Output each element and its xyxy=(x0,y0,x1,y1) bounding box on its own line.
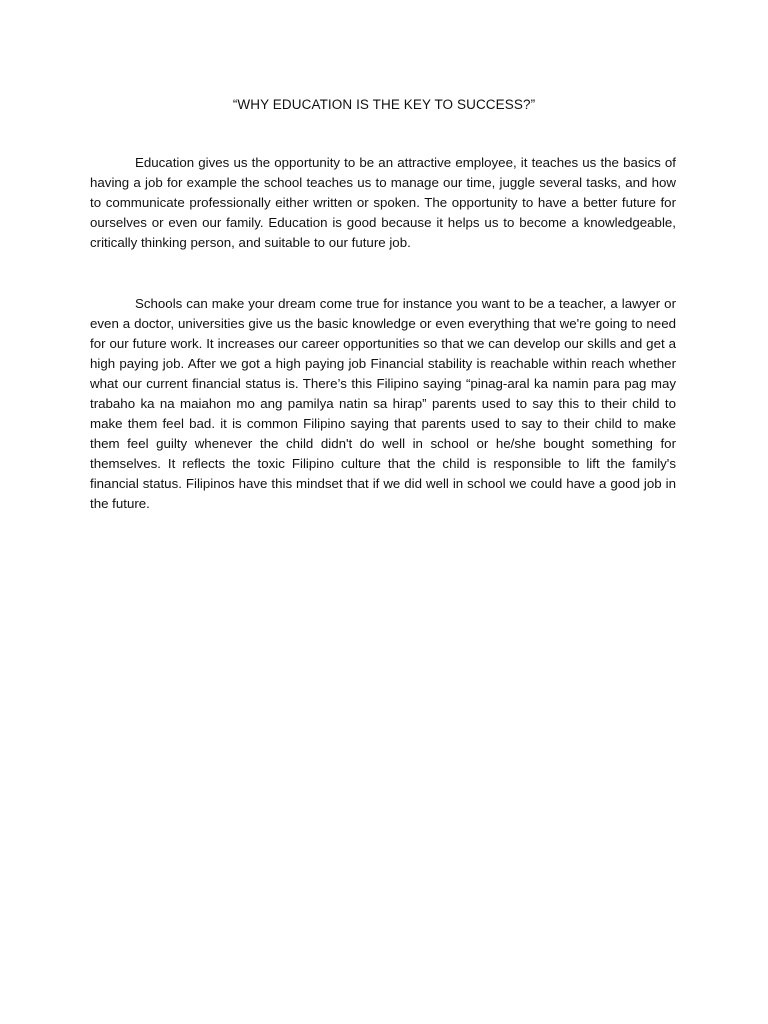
paragraph-1: Education gives us the opportunity to be an attractive employee, it teaches us the basics of having a job for example the school teaches us to manage our time, juggle several tasks, and how to communicate professionally either written or spoken. The opportunity to have a better future for ourselves or even our family. Education is good because it helps us to become a knowledgeable, critically thinking person, and suitable to our future job. xyxy=(90,155,676,250)
document-title: “WHY EDUCATION IS THE KEY TO SUCCESS?” xyxy=(232,97,536,112)
paragraph-2: Schools can make your dream come true for instance you want to be a teacher, a lawyer or even a doctor, universities give us the basic knowledge or even everything that we're going to need for our future work. It increases our career opportunities so that we can develop our skills and get a high paying job. After we got a high paying job Financial stability is reachable within reach whether what our current financial status is. There’s this Filipino saying “pinag-aral ka namin para pag may trabaho ka na maiahon mo ang pamilya natin sa hirap” parents used to say this to their child to make them feel bad. it is common Filipino saying that parents used to say to their child to make them feel guilty whenever the child didn't do well in school or he/she bought something for themselves. It reflects the toxic Filipino culture that the child is responsible to lift the family's financial status. Filipinos have this mindset that if we did well in school we could have a good job in the future. xyxy=(90,296,676,511)
